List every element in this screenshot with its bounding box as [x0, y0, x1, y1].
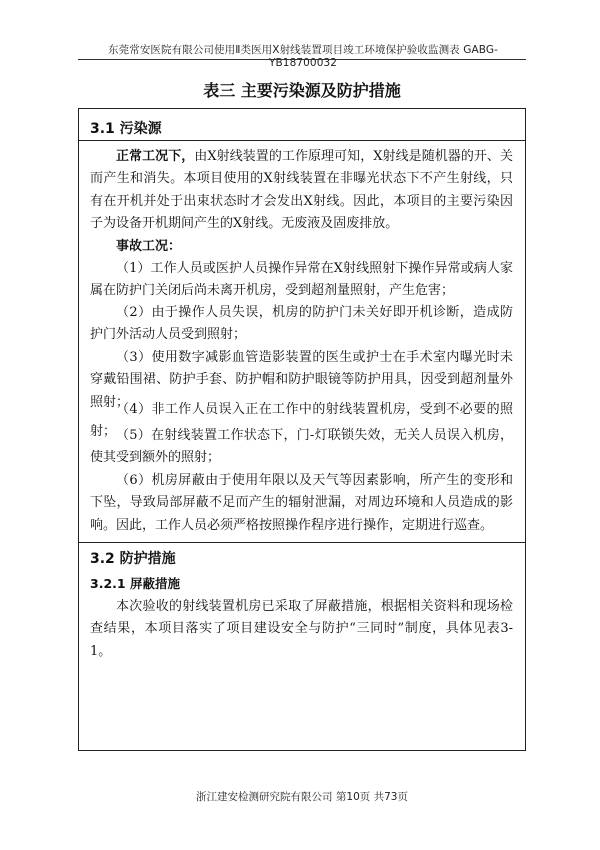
accident-item-6: （6）机房屏蔽由于使用年限以及天气等因素影响，所产生的变形和下坠，导致局部屏蔽不足而产生的辐射泄漏，对周边环境和人员造成的影响。 — [90, 473, 513, 533]
shielding-paragraph: 本次验收的射线装置机房已采取了屏蔽措施，根据相关资料和现场检查结果，本项目落实了项目建设安全与防护“三同时”制度，具体见表3-1。 — [90, 599, 513, 659]
accident-condition-heading — [90, 236, 513, 258]
section-divider — [78, 140, 526, 141]
accident-item-5: （5）在射线装置工作状态下，门-灯联锁失效，无关人员误入机房，使其受到额外的照射； — [90, 428, 513, 466]
accident-item-2: （2）由于操作人员失误，机房的防护门未关好即开机诊断，造成防护门外活动人员受到照射； — [90, 305, 513, 343]
conclusion-paragraph: 因此，工作人员必须严格按照操作程序进行操作，定期进行巡查。 — [116, 518, 494, 533]
normal-condition-paragraph — [90, 146, 513, 235]
page-header: 东莞常安医院有限公司使用Ⅱ类医用X射线装置项目竣工环境保护验收监测表 GABG-YB18700032 — [108, 44, 498, 69]
section-title-pollution-source: 3.1 污染源 — [90, 121, 162, 137]
normal-condition-label: 正常工况下， — [116, 149, 195, 164]
accident-item-3: （3）使用数字减影血管造影装置的医生或护士在手术室内曝光时未穿戴铅围裙、防护手套、防护帽和防护眼镜等防护用具，因受到超剂量外照射； — [90, 350, 513, 410]
table-title: 表三 主要污染源及防护措施 — [203, 81, 401, 100]
subsection-title-shielding: 3.2.1 屏蔽措施 — [90, 576, 180, 591]
accident-condition-label: 事故工况： — [116, 239, 182, 254]
normal-condition-text: 由X射线装置的工作原理可知，X射线是随机器的开、关而产生和消失。本项目使用的X射线装置在非曝光状态下不产生射线，只有在开机并处于出束状态时才会发出X射线。因此，本项目的主要污染因子为设备开机期间产生的X射线。无废液及固废排放。 — [90, 149, 513, 231]
header-divider — [78, 59, 526, 60]
section-divider — [78, 542, 526, 543]
section-title-protection-measures: 3.2 防护措施 — [90, 551, 176, 567]
accident-item-4: （4）非工作人员误入正在工作中的射线装置机房，受到不必要的照射； — [90, 402, 513, 440]
page-footer: 浙江建安检测研究院有限公司 第10页 共73页 — [196, 791, 408, 803]
accident-item-1: （1）工作人员或医护人员操作异常在X射线照射下操作异常或病人家属在防护门关闭后尚未离开机房，受到超剂量照射，产生危害； — [90, 261, 513, 299]
